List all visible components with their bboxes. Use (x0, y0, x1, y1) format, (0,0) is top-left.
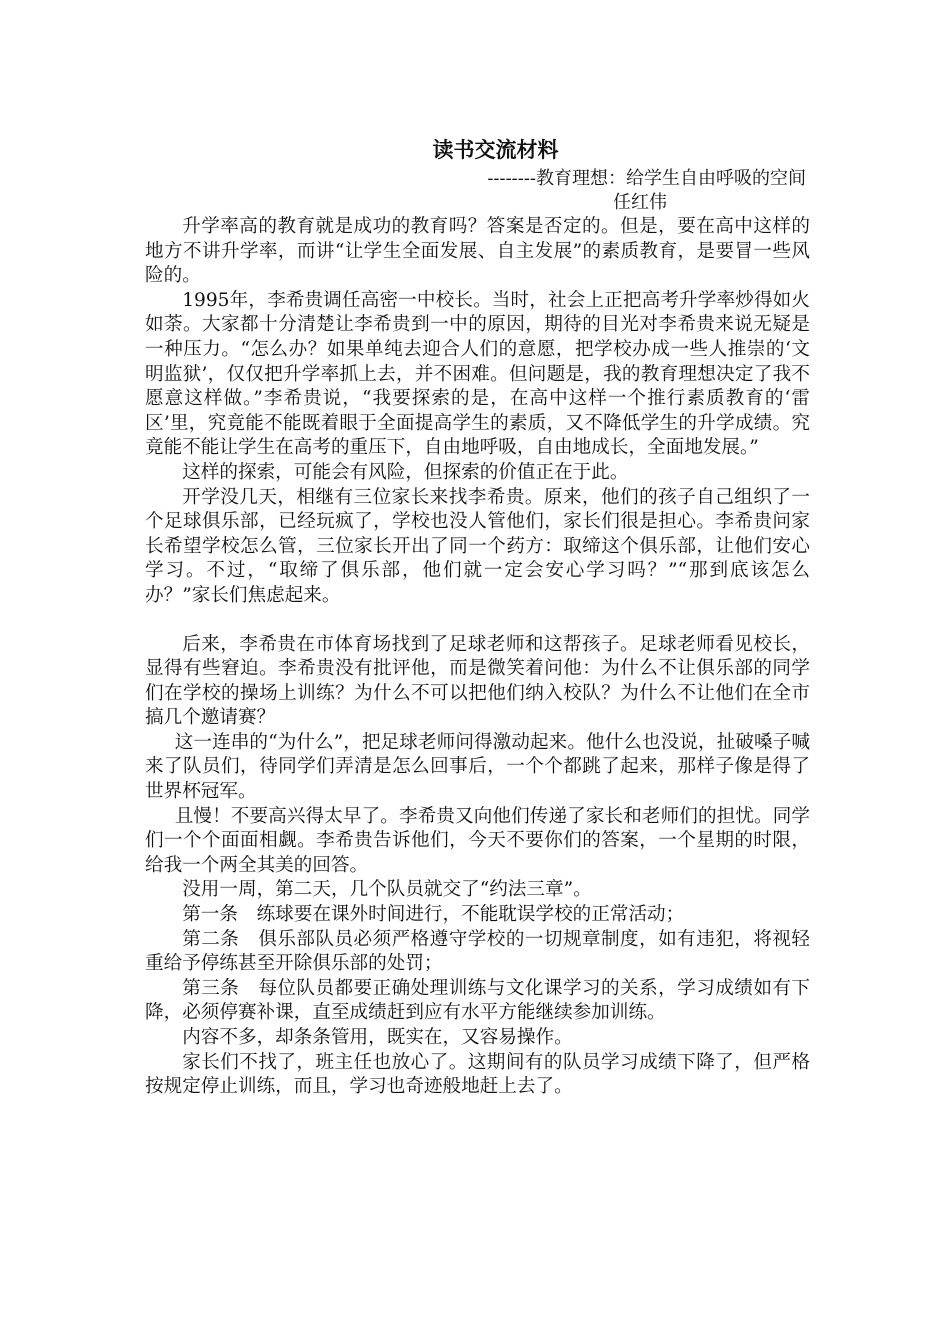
paragraph-4: 开学没几天，相继有三位家长来找李希贵。原来，他们的孩子自己组织了一个足球俱乐部，已经玩疯了，学校也没人管他们，家长们很是担心。李希贵问家长希望学校怎么管，三位家长开出了同一个药方：取缔这个俱乐部，让他们安心学习。不过，“取缔了俱乐部，他们就一定会安心学习吗？”“那到底该怎么办？”家长们焦虑起来。 (145, 486, 810, 606)
paragraph-6: 这一连串的“为什么”，把足球老师问得激动起来。他什么也没说，扯破嗓子喊来了队员们，待同学们弄清是怎么回事后，一个个都跳了起来，那样子像是得了世界杯冠军。 (145, 731, 810, 803)
document-author: 任红伟 (613, 192, 667, 213)
document-subtitle: --------教育理想：给学生自由呼吸的空间 (487, 168, 806, 189)
paragraph-9: 内容不多，却条条管用，既实在，又容易操作。 (182, 1027, 573, 1048)
paragraph-2: 1995年，李希贵调任高密一中校长。当时，社会上正把高考升学率炒得如火如荼。大家都十分清楚让李希贵到一中的原因，期待的目光对李希贵来说无疑是一种压力。“怎么办？如果单纯去迎合人们的意愿，把学校办成一些人推崇的‘文明监狱’，仅仅把升学率抓上去，并不困难。但问题是，我的教育理想决定了我不愿意这样做。”李希贵说，“我要探索的是，在高中这样一个推行素质教育的‘雷区’里，究竟能不能既着眼于全面提高学生的素质，又不降低学生的升学成绩。究竟能不能让学生在高考的重压下，自由地呼吸，自由地成长，全面地发展。” (145, 289, 810, 459)
document-body (145, 135, 810, 1100)
paragraph-5: 后来，李希贵在市体育场找到了足球老师和这帮孩子。足球老师看见校长，显得有些窘迫。李希贵没有批评他，而是微笑着问他：为什么不让俱乐部的同学们在学校的操场上训练？为什么不可以把他们纳入校队？为什么不让他们在全市搞几个邀请赛？ (145, 633, 810, 729)
paragraph-7: 且慢！不要高兴得太早了。李希贵又向他们传递了家长和老师们的担忧。同学们一个个面面相觑。李希贵告诉他们，今天不要你们的答案，一个星期的时限，给我一个两全其美的回答。 (145, 805, 810, 876)
paragraph-spacer (145, 609, 810, 633)
rule-article-3: 第三条 每位队员都要正确处理训练与文化课学习的关系，学习成绩如有下降，必须停赛补课，直至成绩赶到应有水平方能继续参加训练。 (145, 977, 810, 1024)
paragraph-3: 这样的探索，可能会有风险，但探索的价值正在于此。 (182, 461, 629, 483)
rule-article-2: 第二条 俱乐部队员必须严格遵守学校的一切规章制度，如有违犯，将视轻重给予停练甚至开除俱乐部的处罚； (145, 928, 810, 975)
document-title: 读书交流材料 (432, 137, 559, 162)
paragraph-8: 没用一周，第二天，几个队员就交了“约法三章”。 (182, 879, 592, 901)
rule-article-1: 第一条 练球要在课外时间进行，不能耽误学校的正常活动； (182, 904, 685, 926)
paragraph-1: 升学率高的教育就是成功的教育吗？答案是否定的。但是，要在高中这样的地方不讲升学率，而讲“让学生全面发展、自主发展”的素质教育，是要冒一些风险的。 (145, 216, 810, 287)
paragraph-10: 家长们不找了，班主任也放心了。这期间有的队员学习成绩下降了，但严格按规定停止训练，而且，学习也奇迹般地赶上去了。 (145, 1051, 810, 1098)
